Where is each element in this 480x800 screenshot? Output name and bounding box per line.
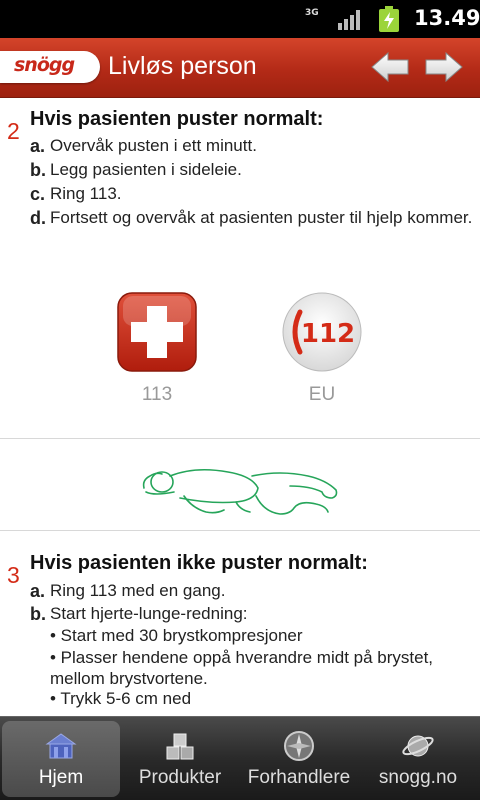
status-bar: [0, 0, 480, 38]
content-area[interactable]: [0, 98, 480, 716]
item-letter: a.: [30, 136, 46, 156]
item-text: Fortsett og overvåk at pasienten puster til hjelp kommer.: [50, 208, 473, 227]
list-item: [30, 183, 475, 205]
snogg-logo[interactable]: [0, 51, 100, 83]
battery-charging-icon: [378, 6, 400, 32]
item-letter: b.: [30, 160, 46, 180]
tab-products[interactable]: [121, 721, 239, 797]
arrow-left-icon[interactable]: [370, 50, 410, 84]
item-text: Start hjerte-lunge-redning:: [50, 604, 248, 623]
item-letter: a.: [30, 581, 46, 601]
home-icon: [44, 729, 78, 763]
badge-112: 112: [300, 319, 356, 349]
clock: 13.49: [414, 6, 480, 30]
tab-dealers[interactable]: [240, 721, 358, 797]
list-item: [30, 159, 475, 181]
list-item: [30, 135, 475, 157]
step-number: 3: [7, 562, 20, 588]
call-112-label: EU: [308, 384, 336, 405]
call-113-label: 113: [141, 384, 173, 405]
item-letter: b.: [30, 604, 46, 624]
list-item: [30, 603, 475, 625]
arrow-right-icon[interactable]: [424, 50, 464, 84]
planet-icon: [401, 729, 435, 763]
item-text: Legg pasienten i sideleie.: [50, 160, 242, 179]
tab-home[interactable]: [2, 721, 120, 797]
divider: [0, 530, 480, 531]
bullet-item: • Trykk 5-6 cm ned: [50, 689, 192, 708]
bullet-item: • Start med 30 brystkompresjoner: [50, 626, 303, 645]
red-cross-icon: [117, 292, 197, 372]
list-item: [30, 207, 475, 229]
item-text: Ring 113.: [50, 184, 122, 203]
divider: [0, 438, 480, 439]
bottom-tab-bar: [0, 716, 480, 800]
tab-website[interactable]: [359, 721, 477, 797]
call-112-button[interactable]: [282, 292, 362, 372]
emergency-112-icon: [282, 292, 362, 372]
item-letter: d.: [30, 208, 46, 228]
item-letter: c.: [30, 184, 46, 204]
compass-icon: [282, 729, 316, 763]
step-number: 2: [7, 118, 20, 144]
item-text: Ring 113 med en gang.: [50, 581, 226, 600]
tab-label: Produkter: [138, 767, 222, 788]
network-type: 3G: [305, 8, 319, 18]
tab-label: Forhandlere: [247, 767, 351, 788]
step-heading: Hvis pasienten puster normalt:: [30, 108, 324, 130]
step-heading: Hvis pasienten ikke puster normalt:: [30, 552, 368, 574]
products-icon: [163, 729, 197, 763]
signal-icon: [338, 9, 364, 30]
call-113-button[interactable]: [117, 292, 197, 372]
list-item: [30, 580, 475, 602]
recovery-position-icon: [140, 452, 340, 518]
tab-label: Hjem: [38, 767, 84, 788]
item-text: Overvåk pusten i ett minutt.: [50, 136, 257, 155]
logo-text: snögg: [14, 54, 75, 76]
bullet-item: • Plasser hendene oppå hverandre midt på brystet, mellom brystvortene.: [50, 648, 434, 688]
app-header: [0, 38, 480, 98]
tab-label: snogg.no: [378, 767, 458, 788]
page-title: Livløs person: [108, 52, 257, 80]
